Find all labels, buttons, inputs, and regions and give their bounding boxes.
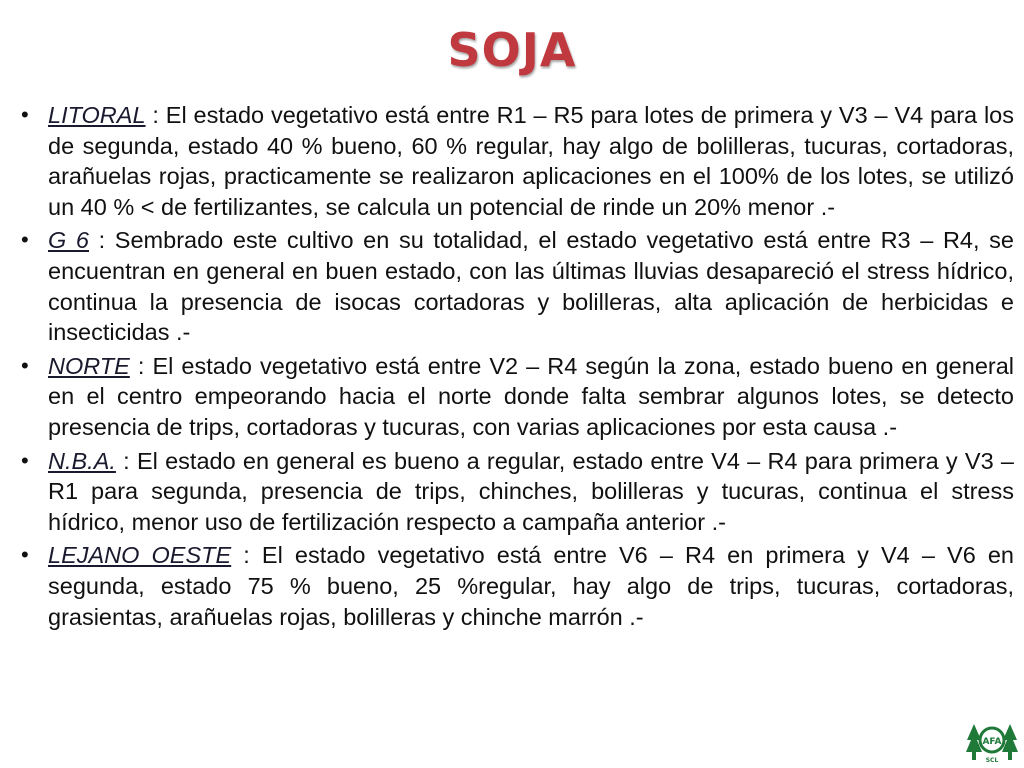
- bullet-text: : Sembrado este cultivo en su totalidad, el estado vegetativo está entre R3 – R4, se encuentran en general en buen estado, con las últimas lluvias desapareció el stress hídrico, continua la presencia de isocas cortadoras y bolilleras, alta aplicación de herbicidas e insecticidas .-: [48, 227, 1014, 346]
- bullet-text: : El estado vegetativo está entre V2 – R4 según la zona, estado bueno en general en el centro empeorando hacia el norte donde falta sembrar algunos lotes, se detecto presencia de trips, cortadoras y tucuras, con varias aplicaciones por esta causa .-: [48, 352, 1014, 440]
- region-label: NORTE: [48, 352, 130, 379]
- slide-title: SOJA: [447, 23, 577, 77]
- bullet-item-norte: [21, 351, 1014, 443]
- bullet-dot: •: [21, 352, 29, 378]
- bullet-text: : El estado en general es bueno a regular, estado entre V4 – R4 para primera y V3 – R1 para segunda, presencia de trips, chinches, bolilleras y tucuras, continua el stress hídrico, menor uso de fertilización respecto a campaña anterior .-: [48, 447, 1014, 535]
- afa-logo-icon: [966, 720, 1018, 766]
- region-label: LITORAL: [48, 102, 146, 128]
- bullet-text: : El estado vegetativo está entre V6 – R4 en primera y V4 – V6 en segunda, estado 75 % bueno, 25 %regular, hay algo de trips, tucuras, cortadoras, grasientas, arañuelas rojas, bolilleras y chinche marrón .-: [48, 542, 1015, 630]
- bullet-dot: •: [21, 102, 29, 127]
- bullet-item-nba: [21, 446, 1014, 538]
- region-label: G 6: [48, 227, 89, 254]
- bullet-item-g6: [21, 225, 1014, 347]
- bullet-dot: •: [21, 227, 29, 253]
- bullet-text: : El estado vegetativo está entre R1 – R5 para lotes de primera y V3 – V4 para los de segunda, estado 40 % bueno, 60 % regular, hay algo de bolilleras, tucuras, cortadoras, arañuelas rojas, practicamente se realizaron aplicaciones en el 100% de los lotes, se utilizó un 40 % < de fertilizantes, se calcula un potencial de rinde un 20% menor .-: [48, 102, 1014, 220]
- region-label: N.B.A.: [48, 447, 116, 474]
- region-label: LEJANO OESTE: [48, 542, 232, 569]
- bullet-item-lejano-oeste: [21, 540, 1015, 632]
- bullet-dot: •: [21, 542, 29, 568]
- bullet-dot: •: [21, 447, 29, 473]
- logo-subtext: SCL: [985, 757, 999, 764]
- bullet-list: [21, 100, 1015, 635]
- bullet-item-litoral: [21, 100, 1014, 222]
- logo-text: AFA: [982, 737, 1002, 747]
